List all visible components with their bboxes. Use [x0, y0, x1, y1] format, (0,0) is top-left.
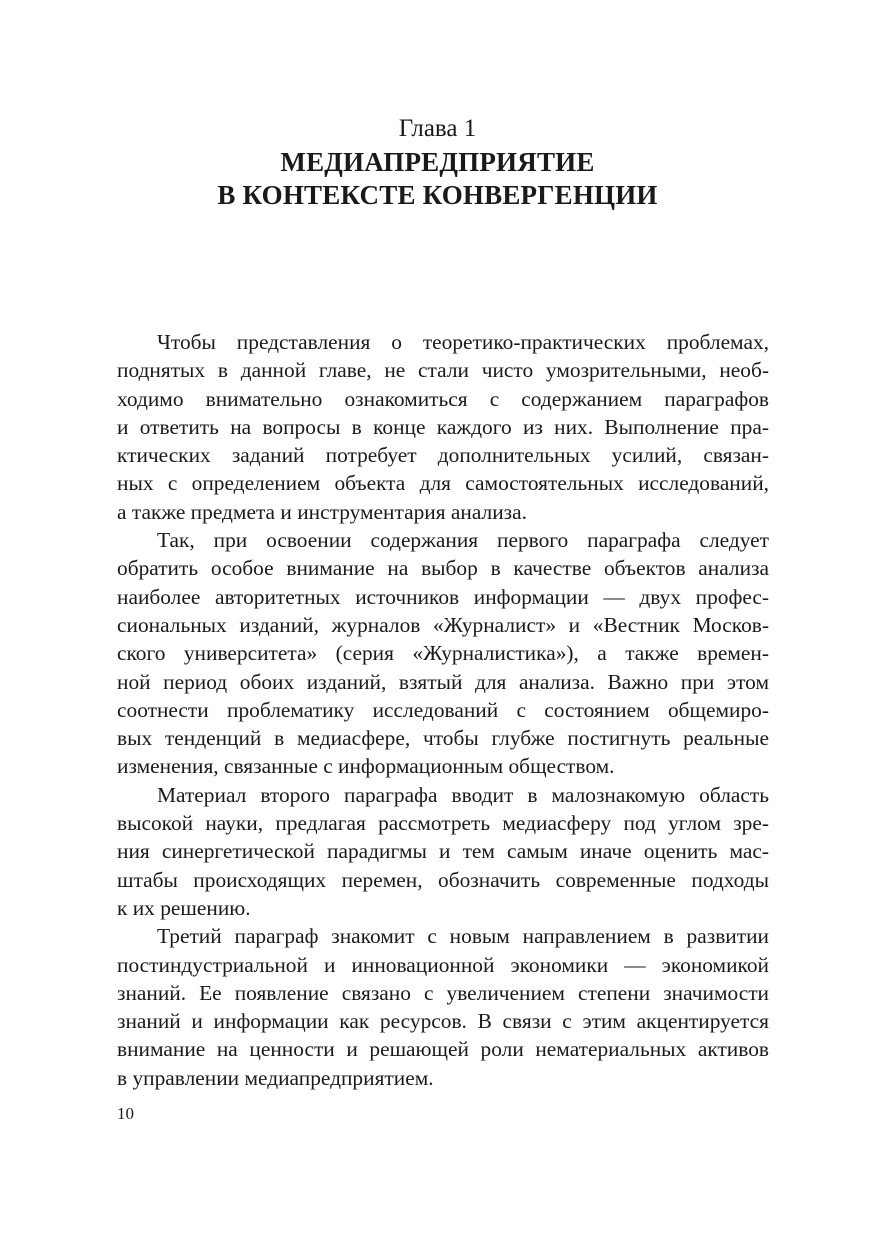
text-line: ктических заданий потребует дополнительных усилий, связан- [117, 443, 769, 468]
text-line: Материал второго параграфа вводит в малознакомую область [157, 782, 769, 807]
text-line: знаний и информации как ресурсов. В связи с этим акцентируется [117, 1009, 769, 1034]
chapter-title-line: МЕДИАПРЕДПРИЯТИЕ [280, 147, 595, 177]
paragraph-intro [117, 328, 769, 526]
text-line: вых тенденций в медиасфере, чтобы глубже постигнуть реальные [117, 726, 769, 751]
text-line: Чтобы представления о теоретико-практических проблемах, [157, 330, 769, 354]
paragraph-first-section [117, 526, 769, 781]
text-line: ского университета» (серия «Журналистика»), а также времен- [117, 641, 769, 666]
text-line: ной период обоих изданий, взятый для анализа. Важно при этом [117, 669, 769, 694]
text-line: ния синергетической парадигмы и тем самым иначе оценить мас- [117, 839, 769, 864]
text-line: ходимо внимательно ознакомиться с содержанием параграфов [117, 386, 769, 411]
text-line: постиндустриальной и инновационной экономики — экономикой [117, 952, 769, 977]
text-line: Так, при освоении содержания первого параграфа следует [157, 528, 769, 553]
text-line: сиональных изданий, журналов «Журналист» и «Вестник Москов- [117, 612, 769, 637]
text-line: штабы происходящих перемен, обозначить современные подходы [117, 867, 769, 892]
chapter-title [0, 146, 875, 212]
text-line: обратить особое внимание на выбор в качестве объектов анализа [117, 556, 769, 581]
text-line: ных с определением объекта для самостоятельных исследований, [117, 471, 769, 496]
text-line: внимание на ценности и решающей роли нематериальных активов [117, 1037, 769, 1062]
text-line: а также предмета и инструментария анализа. [117, 499, 527, 524]
text-line: высокой науки, предлагая рассмотреть медиасферу под углом зре- [117, 811, 769, 836]
text-line: наиболее авторитетных источников информации — двух профес- [117, 584, 769, 609]
chapter-title-line: В КОНТЕКСТЕ КОНВЕРГЕНЦИИ [217, 180, 658, 210]
text-line: соотнести проблематику исследований с состоянием общемиро- [117, 697, 769, 722]
paragraph-third-section [117, 922, 769, 1092]
text-line: Третий параграф знакомит с новым направлением в развитии [157, 924, 769, 949]
text-line: к их решению. [117, 895, 251, 920]
body-text [117, 328, 769, 1092]
text-line: и ответить на вопросы в конце каждого из них. Выполнение пра- [117, 414, 769, 439]
chapter-label: Глава 1 [398, 115, 477, 142]
text-line: знаний. Ее появление связано с увеличением степени значимости [117, 980, 769, 1005]
page-number: 10 [117, 1104, 134, 1123]
text-line: в управлении медиапредприятием. [117, 1065, 434, 1090]
text-line: поднятых в данной главе, не стали чисто умозрительными, необ- [117, 358, 769, 383]
paragraph-second-section [117, 781, 769, 922]
text-line: изменения, связанные с информационным обществом. [117, 754, 615, 779]
